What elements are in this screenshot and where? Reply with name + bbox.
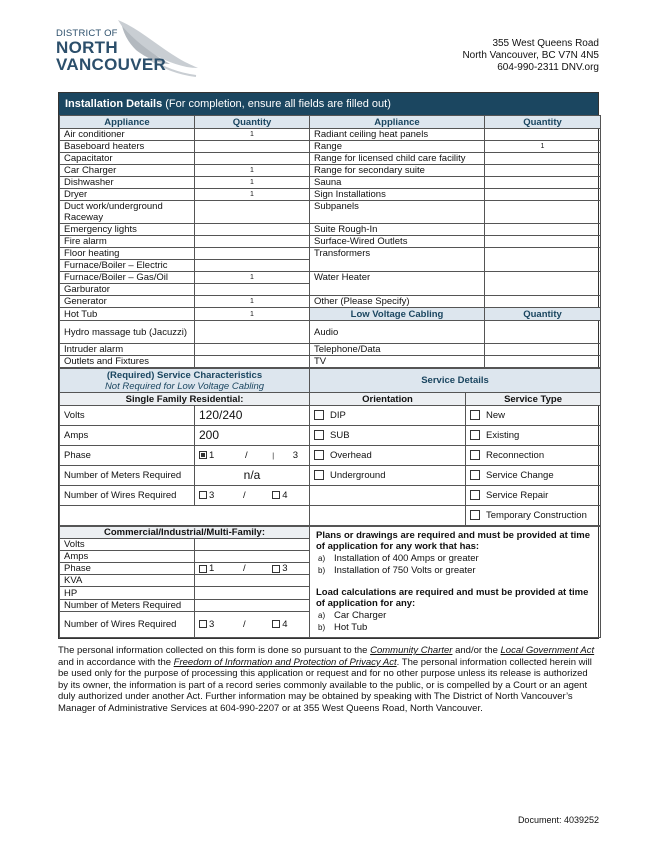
- appliance-right-name: Water Heater: [310, 272, 485, 296]
- service-type-repair[interactable]: [466, 486, 601, 506]
- lga-link: Local Government Act: [500, 645, 595, 656]
- address-contact: 604-990-2311 DNV.org: [497, 62, 599, 73]
- reconnection-checkbox[interactable]: [470, 450, 480, 460]
- appliance-left-qty[interactable]: [195, 201, 310, 224]
- logo-line3: VANCOUVER: [56, 55, 167, 74]
- appliance-right-qty[interactable]: 1: [485, 141, 601, 153]
- appliance-left-name: Fire alarm: [60, 236, 195, 248]
- service-char-subtitle: Not Required for Low Voltage Cabling: [104, 380, 265, 392]
- commercial-table: [59, 526, 601, 638]
- dnv-logo: [56, 18, 196, 80]
- appliance-left-name: Car Charger: [60, 165, 195, 177]
- sfr-phase-label: Phase: [60, 446, 195, 466]
- appliance-right-qty[interactable]: [485, 189, 601, 201]
- com-wires-label: Number of Wires Required: [60, 611, 195, 637]
- orientation-empty-2: [310, 506, 466, 526]
- requirements-notes: [310, 527, 601, 638]
- service-table: [59, 368, 601, 526]
- logo-line1: DISTRICT OF: [56, 28, 118, 39]
- appliance-row: [60, 296, 601, 308]
- appliance-right-qty[interactable]: [485, 129, 601, 141]
- appliance-left-qty[interactable]: 1: [195, 129, 310, 141]
- plans-title: Plans or drawings are required and must be provided at time of application for any work that has:: [316, 530, 590, 552]
- service-change-checkbox[interactable]: [470, 470, 480, 480]
- appliance-table: [59, 115, 601, 368]
- wires-4-checkbox[interactable]: [272, 491, 280, 499]
- privacy-notice: The personal information collected on this form is done so pursuant to the Community Charter and/or the Local Government Act and in accordance with the Freedom of Information and Protection of Privacy Act. The personal information collected herein will be used only for the purpose of processing this application or request and for no other purpose unless its release is authorized by its owner, the information is part of a record series commonly available to the public, or is compelled by a Court or an agent duly authorized under another Act. Further information may be obtained by speaking with The District of North Vancouver’s Manager of Administrative Services at 604-990-2207 or at 355 West Queens Road, North Vancouver.: [58, 645, 595, 714]
- appliance-left-name: Baseboard heaters: [60, 141, 195, 153]
- wires-separator: /: [242, 490, 246, 501]
- orientation-underground[interactable]: [310, 466, 466, 486]
- appliance-left-qty[interactable]: 1: [195, 308, 310, 321]
- appliance-left-qty[interactable]: 1: [195, 165, 310, 177]
- com-phase-label: Phase: [60, 563, 195, 575]
- appliance-left-name: Furnace/Boiler – Electric: [60, 260, 195, 272]
- appliance-header-left: Appliance: [60, 116, 195, 129]
- installation-banner: [59, 93, 598, 115]
- appliance-left-name: Dishwasher: [60, 177, 195, 189]
- com-volts-field[interactable]: [195, 539, 310, 551]
- logo-line2: NORTH: [56, 38, 118, 57]
- appliance-left-qty[interactable]: 1: [195, 177, 310, 189]
- phase-1-checkbox[interactable]: [199, 451, 207, 459]
- appliance-left-name: Capacitator: [60, 153, 195, 165]
- appliance-left-name: Duct work/underground Raceway: [60, 201, 195, 224]
- service-details-header: Service Details: [310, 369, 601, 393]
- appliance-left-name: Furnace/Boiler – Gas/Oil: [60, 272, 195, 284]
- appliance-left-name: Generator: [60, 296, 195, 308]
- appliance-right-name: Sign Installations: [310, 189, 485, 201]
- com-volts-label: Volts: [60, 539, 195, 551]
- reconnection-label: Reconnection: [486, 450, 545, 461]
- appliance-right-qty[interactable]: [485, 236, 601, 248]
- appliance-right-qty[interactable]: [485, 165, 601, 177]
- service-type-reconnection[interactable]: [466, 446, 601, 466]
- com-meters-label: Number of Meters Required: [60, 599, 195, 611]
- com-phase-3-checkbox[interactable]: [272, 565, 280, 573]
- load-item-b: b) Hot Tub: [318, 622, 368, 633]
- quantity-header-right: Quantity: [485, 116, 601, 129]
- wires-4-label: 4: [282, 490, 288, 501]
- appliance-row: [60, 344, 601, 356]
- appliance-left-qty[interactable]: [195, 248, 310, 260]
- appliance-right-qty[interactable]: [485, 344, 601, 356]
- appliance-left-name: Air conditioner: [60, 129, 195, 141]
- underground-checkbox[interactable]: [314, 470, 324, 480]
- appliance-left-qty[interactable]: [195, 284, 310, 296]
- com-phase-1-checkbox[interactable]: [199, 565, 207, 573]
- phase-3-mark: |: [272, 452, 275, 460]
- appliance-right-name: Suite Rough-In: [310, 224, 485, 236]
- appliance-row: [60, 153, 601, 165]
- load-item-a: a) Car Charger: [318, 610, 387, 621]
- appliance-right-qty[interactable]: [485, 272, 601, 296]
- new-checkbox[interactable]: [470, 410, 480, 420]
- orientation-empty: [310, 486, 466, 506]
- phase-1-label: 1: [209, 449, 215, 461]
- com-amps-label: Amps: [60, 551, 195, 563]
- sub-checkbox[interactable]: [314, 430, 324, 440]
- document-number: Document: 4039252: [517, 815, 599, 825]
- service-type-temporary[interactable]: [466, 506, 601, 526]
- commercial-header: Commercial/Industrial/Multi-Family:: [60, 527, 310, 539]
- service-type-change[interactable]: [466, 466, 601, 486]
- appliance-row: [60, 189, 601, 201]
- sfr-volts-label: Volts: [60, 406, 195, 426]
- appliance-right-name: Telephone/Data: [310, 344, 485, 356]
- appliance-left-qty[interactable]: 1: [195, 296, 310, 308]
- phase-3-label: 3: [292, 449, 298, 461]
- com-wires-3-checkbox[interactable]: [199, 620, 207, 628]
- appliance-row: [60, 177, 601, 189]
- com-wires-4-checkbox[interactable]: [272, 620, 280, 628]
- load-list: [316, 610, 594, 633]
- sub-label: SUB: [330, 430, 350, 441]
- com-hp-field[interactable]: [195, 587, 310, 599]
- sfr-empty-row: [60, 506, 310, 526]
- wires-3-label: 3: [209, 490, 215, 501]
- appliance-row: [60, 236, 601, 248]
- appliance-right-qty[interactable]: [485, 201, 601, 224]
- com-phase-field[interactable]: 1 / 3: [195, 563, 310, 575]
- appliance-row: [60, 321, 601, 344]
- appliance-right-name: Range: [310, 141, 485, 153]
- appliance-left-name: Garburator: [60, 284, 195, 296]
- phase-separator: /: [244, 449, 248, 461]
- appliance-left-qty[interactable]: [195, 236, 310, 248]
- sfr-meters-label: Number of Meters Required: [60, 466, 195, 486]
- appliance-right-qty[interactable]: [485, 177, 601, 189]
- appliance-left-qty[interactable]: [195, 153, 310, 165]
- appliance-left-qty[interactable]: 1: [195, 272, 310, 284]
- appliance-right-name: Transformers: [310, 248, 485, 272]
- service-repair-checkbox[interactable]: [470, 490, 480, 500]
- appliance-left-qty[interactable]: [195, 141, 310, 153]
- plans-item-a: a) Installation of 400 Amps or greater: [318, 553, 479, 564]
- low-voltage-quantity-header: Quantity: [485, 308, 601, 321]
- underground-label: Underground: [330, 470, 386, 481]
- foi-link: Freedom of Information and Protection of Privacy Act: [173, 656, 397, 668]
- service-type-header: Service Type: [466, 393, 601, 406]
- appliance-row: [60, 272, 601, 284]
- overhead-label: Overhead: [330, 450, 372, 461]
- appliance-left-name: Intruder alarm: [60, 344, 195, 356]
- sfr-wires-field[interactable]: [195, 486, 310, 506]
- appliance-row: [60, 248, 601, 260]
- appliance-right-name: Range for licensed child care facility: [310, 153, 485, 165]
- overhead-checkbox[interactable]: [314, 450, 324, 460]
- quantity-header-left: Quantity: [195, 116, 310, 129]
- existing-checkbox[interactable]: [470, 430, 480, 440]
- appliance-row: [60, 129, 601, 141]
- service-type-existing[interactable]: [466, 426, 601, 446]
- temporary-label: Temporary Construction: [486, 510, 587, 521]
- service-char-title: (Required) Service Characteristics: [106, 369, 263, 381]
- installation-form: [58, 92, 599, 639]
- existing-label: Existing: [486, 430, 520, 441]
- appliance-left-qty[interactable]: [195, 344, 310, 356]
- plans-list: [316, 553, 594, 576]
- appliance-row: [60, 141, 601, 153]
- service-repair-label: Service Repair: [486, 490, 549, 501]
- appliance-row: [60, 224, 601, 236]
- appliance-left-qty[interactable]: [195, 260, 310, 272]
- appliance-row: [60, 201, 601, 224]
- appliance-right-qty[interactable]: [485, 296, 601, 308]
- appliance-row: [60, 356, 601, 368]
- new-label: New: [486, 410, 506, 421]
- appliance-right-name: Other (Please Specify): [310, 296, 485, 308]
- appliance-right-name: TV: [310, 356, 485, 368]
- appliance-left-name: Emergency lights: [60, 224, 195, 236]
- service-char-header: [60, 369, 310, 393]
- appliance-left-qty[interactable]: 1: [195, 189, 310, 201]
- address-street: 355 West Queens Road: [492, 38, 599, 49]
- appliance-row: [60, 165, 601, 177]
- appliance-right-name: Sauna: [310, 177, 485, 189]
- appliance-left-name: Dryer: [60, 189, 195, 201]
- appliance-right-name: Surface-Wired Outlets: [310, 236, 485, 248]
- com-meters-field[interactable]: [195, 599, 310, 611]
- dip-label: DIP: [330, 410, 346, 421]
- appliance-right-qty[interactable]: [485, 224, 601, 236]
- appliance-right-name: Range for secondary suite: [310, 165, 485, 177]
- service-change-label: Service Change: [486, 470, 554, 481]
- sfr-phase-field[interactable]: [195, 446, 310, 466]
- community-charter-link: Community Charter: [370, 645, 453, 656]
- appliance-right-qty[interactable]: [485, 356, 601, 368]
- orientation-sub[interactable]: [310, 426, 466, 446]
- appliance-row: [60, 308, 601, 321]
- appliance-right-qty[interactable]: [485, 153, 601, 165]
- temporary-checkbox[interactable]: [470, 510, 480, 520]
- orientation-header: Orientation: [310, 393, 466, 406]
- orientation-overhead[interactable]: [310, 446, 466, 466]
- sfr-meters-field[interactable]: n/a: [195, 466, 310, 486]
- com-hp-label: HP: [60, 587, 195, 599]
- appliance-header-right: Appliance: [310, 116, 485, 129]
- appliance-left-name: Hot Tub: [60, 308, 195, 321]
- appliance-left-name: Outlets and Fixtures: [60, 356, 195, 368]
- com-amps-field[interactable]: [195, 551, 310, 563]
- sfr-amps-label: Amps: [60, 426, 195, 446]
- appliance-left-qty[interactable]: [195, 356, 310, 368]
- wires-3-checkbox[interactable]: [199, 491, 207, 499]
- service-type-new[interactable]: [466, 406, 601, 426]
- appliance-left-qty[interactable]: [195, 224, 310, 236]
- dip-checkbox[interactable]: [314, 410, 324, 420]
- appliance-right-qty[interactable]: [485, 321, 601, 344]
- address-block: [462, 38, 599, 74]
- appliance-right-qty[interactable]: [485, 248, 601, 272]
- appliance-left-name: Floor heating: [60, 248, 195, 260]
- appliance-left-name: Hydro massage tub (Jacuzzi): [60, 321, 195, 344]
- com-kva-label: KVA: [60, 575, 195, 587]
- sfr-amps-field[interactable]: 200: [195, 426, 310, 446]
- banner-title: Installation Details: [65, 98, 163, 110]
- sfr-volts-field[interactable]: 120/240: [195, 406, 310, 426]
- plans-item-b: b) Installation of 750 Volts or greater: [318, 565, 476, 576]
- low-voltage-header: Low Voltage Cabling: [310, 308, 485, 321]
- sfr-wires-label: Number of Wires Required: [60, 486, 195, 506]
- address-city: North Vancouver, BC V7N 4N5: [462, 50, 599, 61]
- appliance-right-name: Audio: [310, 321, 485, 344]
- orientation-dip[interactable]: [310, 406, 466, 426]
- com-kva-field[interactable]: [195, 575, 310, 587]
- appliance-right-name: Radiant ceiling heat panels: [310, 129, 485, 141]
- sfr-header: Single Family Residential:: [60, 393, 310, 406]
- load-title: Load calculations are required and must be provided at time of application for any:: [316, 587, 589, 609]
- banner-subtitle: (For completion, ensure all fields are filled out): [162, 98, 391, 110]
- appliance-left-qty[interactable]: [195, 321, 310, 344]
- com-wires-field[interactable]: 3 / 4: [195, 611, 310, 637]
- appliance-right-name: Subpanels: [310, 201, 485, 224]
